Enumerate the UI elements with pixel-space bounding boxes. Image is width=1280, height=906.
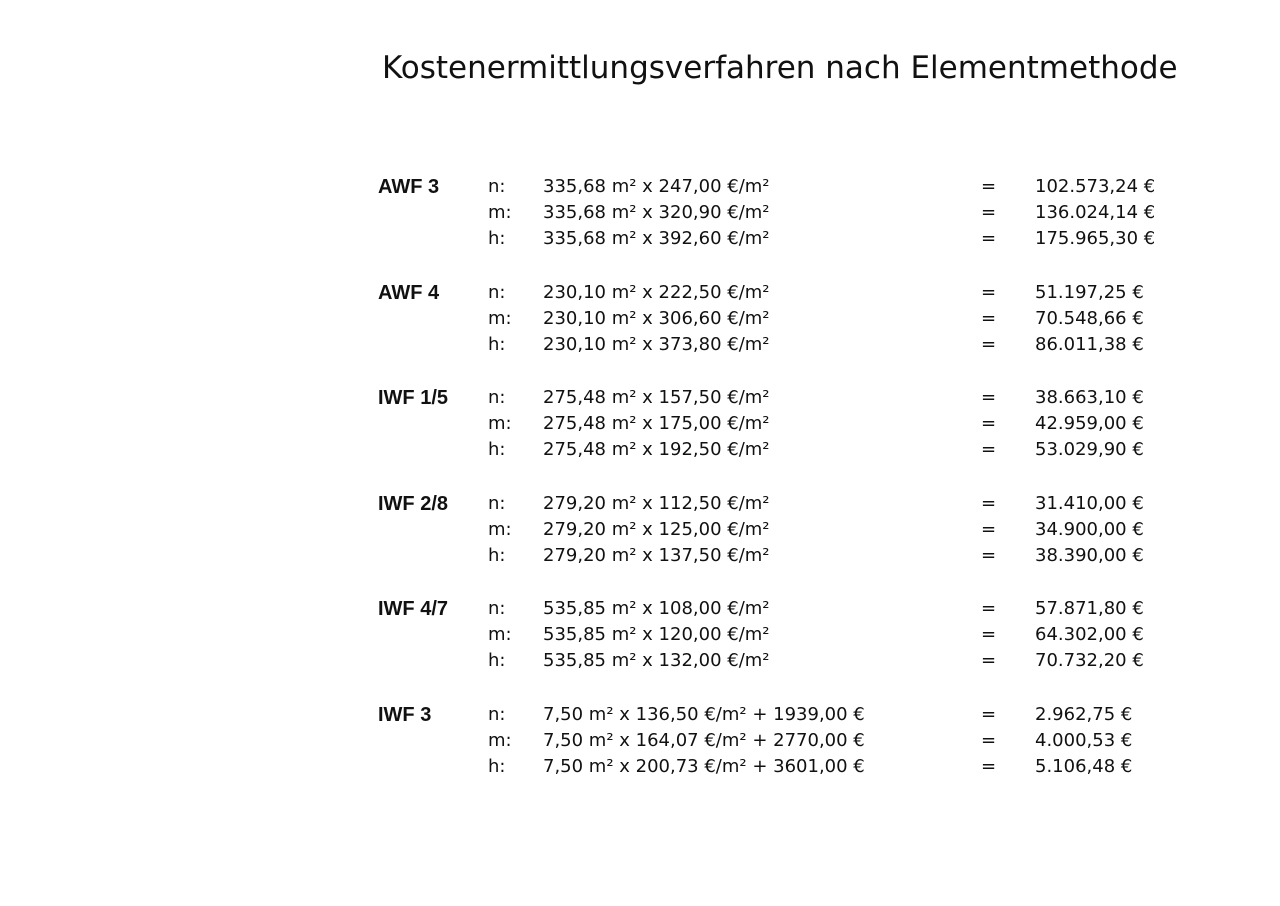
result-value: 57.871,80 €: [1035, 598, 1144, 619]
formula-text: 279,20 m² x 137,50 €/m²: [543, 544, 770, 566]
level-label: n:: [488, 598, 506, 619]
formula-text: 535,85 m² x 120,00 €/m²: [543, 624, 770, 645]
equals-sign: =: [981, 518, 997, 540]
cost-group: [378, 174, 1258, 280]
result-value: 2.962,75 €: [1035, 703, 1133, 725]
equals-sign: =: [981, 703, 997, 725]
level-label: h:: [488, 228, 506, 249]
equals-sign: =: [981, 333, 997, 355]
formula-text: 230,10 m² x 373,80 €/m²: [543, 333, 770, 355]
level-label: m:: [488, 729, 512, 751]
level-label: n:: [488, 281, 506, 303]
level-label: h:: [488, 544, 506, 566]
group-label: IWF 4/7: [378, 598, 449, 620]
cost-row: [378, 226, 1258, 252]
result-value: 70.548,66 €: [1035, 307, 1144, 329]
cost-table: [378, 174, 1258, 807]
result-value: 38.663,10 €: [1035, 387, 1144, 408]
formula-text: 7,50 m² x 164,07 €/m² + 2770,00 €: [543, 729, 865, 751]
level-label: m:: [488, 307, 512, 329]
cost-row: [378, 754, 1258, 780]
formula-text: 230,10 m² x 306,60 €/m²: [543, 307, 770, 329]
group-label: IWF 2/8: [378, 492, 449, 515]
result-value: 86.011,38 €: [1035, 333, 1144, 355]
cost-row: [378, 437, 1258, 463]
result-value: 51.197,25 €: [1035, 281, 1144, 303]
equals-sign: =: [981, 413, 997, 434]
level-label: h:: [488, 650, 506, 671]
cost-row: [378, 385, 1258, 411]
formula-text: 335,68 m² x 320,90 €/m²: [543, 202, 770, 223]
level-label: n:: [488, 703, 506, 725]
formula-text: 335,68 m² x 247,00 €/m²: [543, 176, 770, 197]
cost-row: [378, 543, 1258, 569]
group-label: IWF 3: [378, 703, 432, 726]
result-value: 4.000,53 €: [1035, 729, 1133, 751]
formula-text: 275,48 m² x 175,00 €/m²: [543, 413, 770, 434]
level-label: m:: [488, 413, 512, 434]
equals-sign: =: [981, 387, 997, 408]
result-value: 53.029,90 €: [1035, 439, 1144, 460]
equals-sign: =: [981, 650, 997, 671]
cost-row: [378, 596, 1258, 622]
formula-text: 7,50 m² x 200,73 €/m² + 3601,00 €: [543, 755, 865, 777]
cost-row: [378, 411, 1258, 437]
result-value: 70.732,20 €: [1035, 650, 1144, 671]
cost-group: [378, 385, 1258, 491]
result-value: 64.302,00 €: [1035, 624, 1144, 645]
cost-row: [378, 280, 1258, 306]
result-value: 175.965,30 €: [1035, 228, 1156, 249]
cost-row: [378, 200, 1258, 226]
result-value: 5.106,48 €: [1035, 755, 1133, 777]
cost-row: [378, 622, 1258, 648]
equals-sign: =: [981, 281, 997, 303]
level-label: n:: [488, 176, 506, 197]
equals-sign: =: [981, 624, 997, 645]
level-label: m:: [488, 202, 512, 223]
level-label: n:: [488, 492, 506, 514]
cost-row: [378, 306, 1258, 332]
level-label: m:: [488, 624, 512, 645]
equals-sign: =: [981, 492, 997, 514]
formula-text: 275,48 m² x 157,50 €/m²: [543, 387, 770, 408]
result-value: 136.024,14 €: [1035, 202, 1156, 223]
result-value: 102.573,24 €: [1035, 176, 1156, 197]
cost-row: [378, 174, 1258, 200]
equals-sign: =: [981, 544, 997, 566]
cost-row: [378, 702, 1258, 728]
formula-text: 279,20 m² x 125,00 €/m²: [543, 518, 770, 540]
formula-text: 7,50 m² x 136,50 €/m² + 1939,00 €: [543, 703, 865, 725]
formula-text: 535,85 m² x 132,00 €/m²: [543, 650, 770, 671]
cost-group: [378, 491, 1258, 597]
level-label: n:: [488, 387, 506, 408]
equals-sign: =: [981, 755, 997, 777]
equals-sign: =: [981, 598, 997, 619]
level-label: h:: [488, 333, 506, 355]
result-value: 42.959,00 €: [1035, 413, 1144, 434]
level-label: h:: [488, 755, 506, 777]
cost-group: [378, 596, 1258, 702]
formula-text: 535,85 m² x 108,00 €/m²: [543, 598, 770, 619]
cost-row: [378, 332, 1258, 358]
formula-text: 335,68 m² x 392,60 €/m²: [543, 228, 770, 249]
equals-sign: =: [981, 439, 997, 460]
cost-row: [378, 648, 1258, 674]
group-label: IWF 1/5: [378, 387, 449, 409]
group-label: AWF 3: [378, 176, 440, 198]
equals-sign: =: [981, 228, 997, 249]
level-label: h:: [488, 439, 506, 460]
cost-row: [378, 728, 1258, 754]
cost-group: [378, 280, 1258, 386]
formula-text: 275,48 m² x 192,50 €/m²: [543, 439, 770, 460]
cost-row: [378, 517, 1258, 543]
result-value: 34.900,00 €: [1035, 518, 1144, 540]
formula-text: 279,20 m² x 112,50 €/m²: [543, 492, 770, 514]
page-title: Kostenermittlungsverfahren nach Elementmethode: [382, 50, 1178, 86]
cost-row: [378, 491, 1258, 517]
result-value: 38.390,00 €: [1035, 544, 1144, 566]
group-label: AWF 4: [378, 281, 440, 304]
equals-sign: =: [981, 176, 997, 197]
equals-sign: =: [981, 307, 997, 329]
equals-sign: =: [981, 729, 997, 751]
formula-text: 230,10 m² x 222,50 €/m²: [543, 281, 770, 303]
equals-sign: =: [981, 202, 997, 223]
cost-group: [378, 702, 1258, 808]
result-value: 31.410,00 €: [1035, 492, 1144, 514]
level-label: m:: [488, 518, 512, 540]
